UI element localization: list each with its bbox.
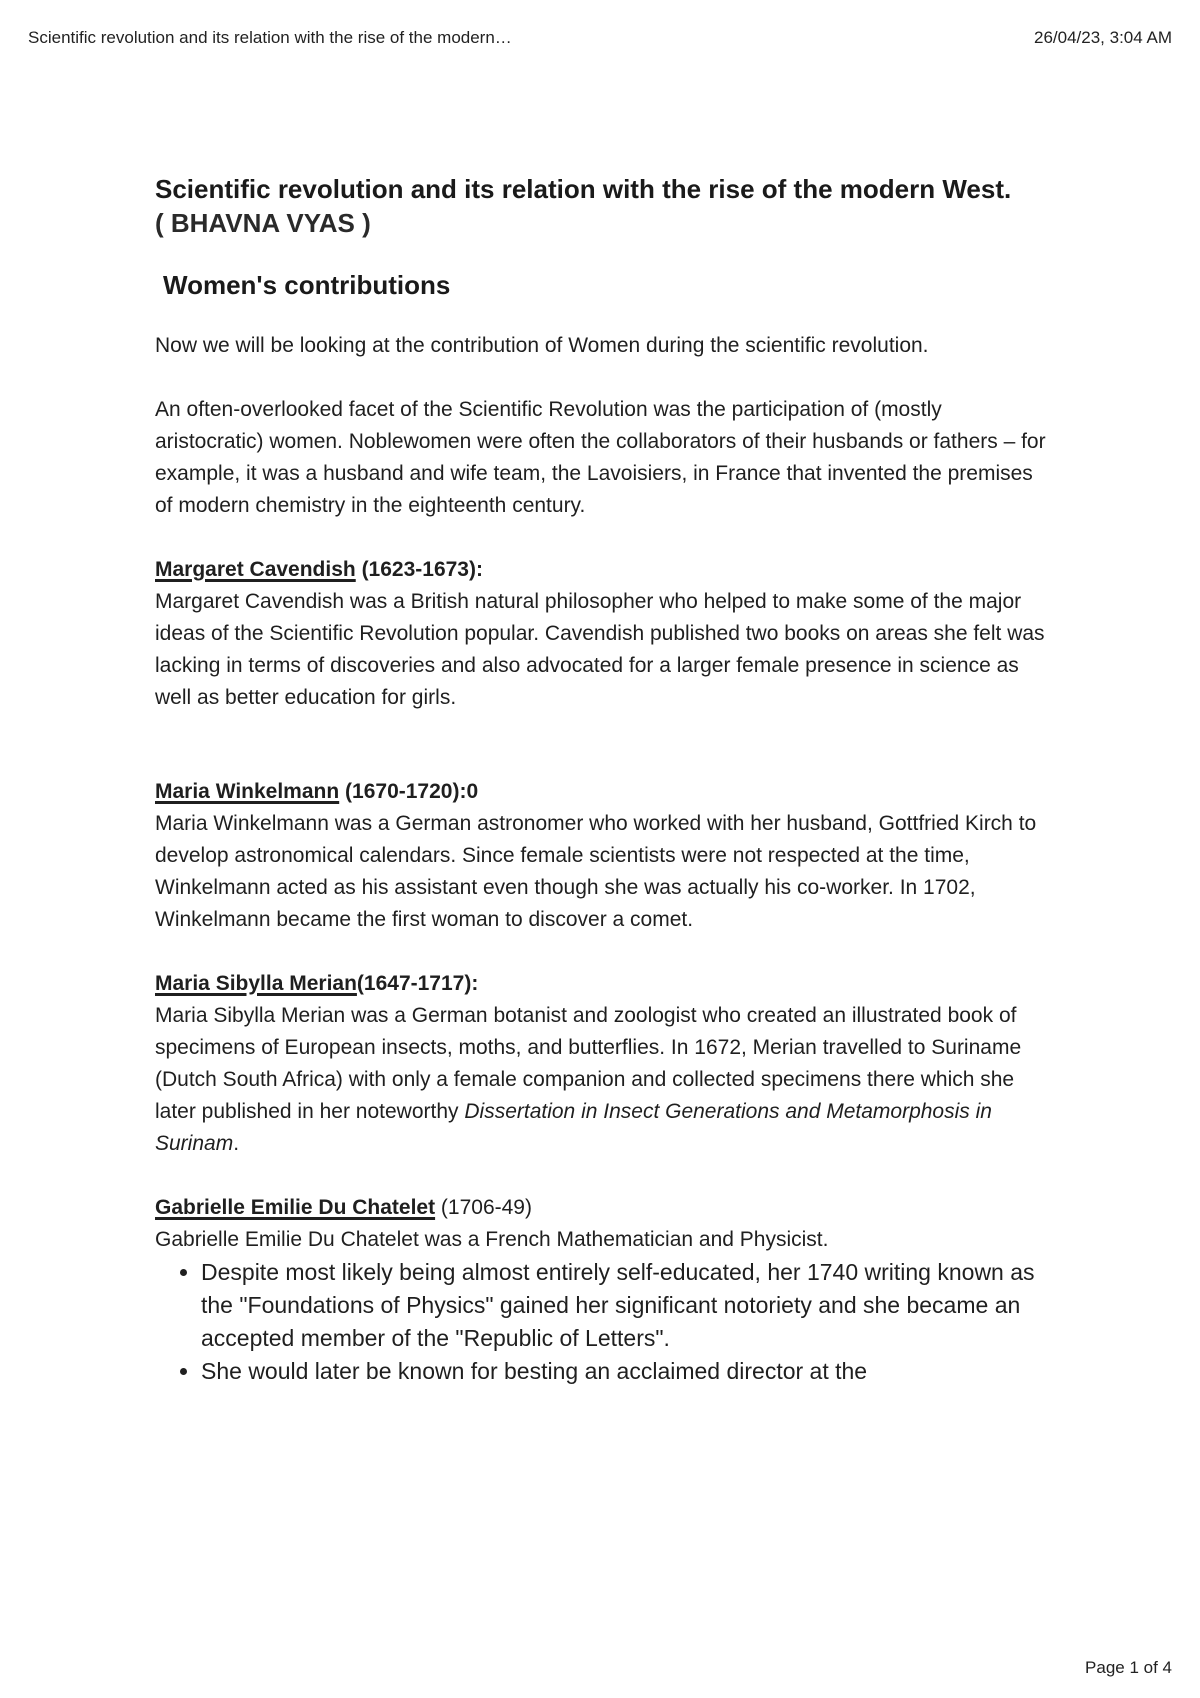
person-dates: (1623-1673): [355, 558, 483, 581]
person-heading [155, 776, 1055, 808]
spacer [155, 746, 1055, 776]
person-name: Gabrielle Emilie Du Chatelet [155, 1196, 436, 1219]
bullet-list [155, 1256, 1055, 1388]
person-name: Margaret Cavendish [155, 558, 356, 581]
person-heading [155, 1192, 1055, 1224]
intro-paragraph: Now we will be looking at the contribution of Women during the scientific revolution. [155, 334, 929, 357]
person-description: Maria Winkelmann was a German astronomer who worked with her husband, Gottfried Kirch to develop astronomical calendars. Since female scientists were not respected at the time, Winkelmann acted as his assistant even though she was actually his co-worker. In 1702, Winkelmann became the first woman to discover a comet. [155, 812, 1037, 931]
description-text: Maria Sibylla Merian was a German botanist and zoologist who created an illustrated book of specimens of European insects, moths, and butterflies. In 1672, Merian travelled to Suriname (Dutch South Africa) with only a female companion and collected specimens there which she later published in her noteworthy [155, 1004, 1022, 1123]
document-title: Scientific revolution and its relation with the rise of the modern West. [155, 174, 1012, 204]
person-description [155, 1000, 1055, 1160]
document-author: ( BHAVNA VYAS ) [155, 208, 371, 238]
print-header-title: Scientific revolution and its relation with the rise of the modern… [28, 28, 512, 47]
page-number: Page 1 of 4 [1085, 1658, 1172, 1677]
person-heading [155, 968, 1055, 1000]
person-description: Margaret Cavendish was a British natural philosopher who helped to make some of the major ideas of the Scientific Revolution popular. Cavendish published two books on areas she felt was lacking in terms of discoveries and also advocated for a larger female presence in science as well as better education for girls. [155, 590, 1045, 709]
person-name: Maria Winkelmann [155, 780, 340, 803]
person-section-winkelmann [155, 776, 1055, 936]
person-dates: (1706-49) [435, 1196, 532, 1219]
person-section-du-chatelet [155, 1192, 1055, 1388]
section-heading: Women's contributions [163, 270, 451, 300]
person-description: Gabrielle Emilie Du Chatelet was a French Mathematician and Physicist. [155, 1228, 829, 1251]
document-body [155, 172, 1055, 1388]
person-section-merian [155, 968, 1055, 1160]
overview-paragraph: An often-overlooked facet of the Scientific Revolution was the participation of (mostly aristocratic) women. Noblewomen were often the collaborators of their husbands or fathers – for example, it was a husband and wife team, the Lavoisiers, in France that invented the premises of modern chemistry in the eighteenth century. [155, 398, 1046, 517]
person-dates: (1647-1717): [356, 972, 479, 995]
book-title: Dissertation in Insect Generations and Metamorphosis in Surinam [155, 1100, 992, 1155]
bullet-item: • She would later be known for besting an acclaimed director at the [201, 1355, 1055, 1388]
print-header-datetime: 26/04/23, 3:04 AM [1034, 28, 1172, 47]
bullet-item: • Despite most likely being almost entirely self-educated, her 1740 writing known as the "Foundations of Physics" gained her significant notoriety and she became an accepted member of the "Republic of Letters". [201, 1256, 1055, 1355]
description-end: . [233, 1132, 240, 1155]
person-dates: (1670-1720):0 [339, 780, 479, 803]
person-name: Maria Sibylla Merian [155, 972, 357, 995]
person-heading [155, 554, 1055, 586]
person-section-cavendish [155, 554, 1055, 714]
